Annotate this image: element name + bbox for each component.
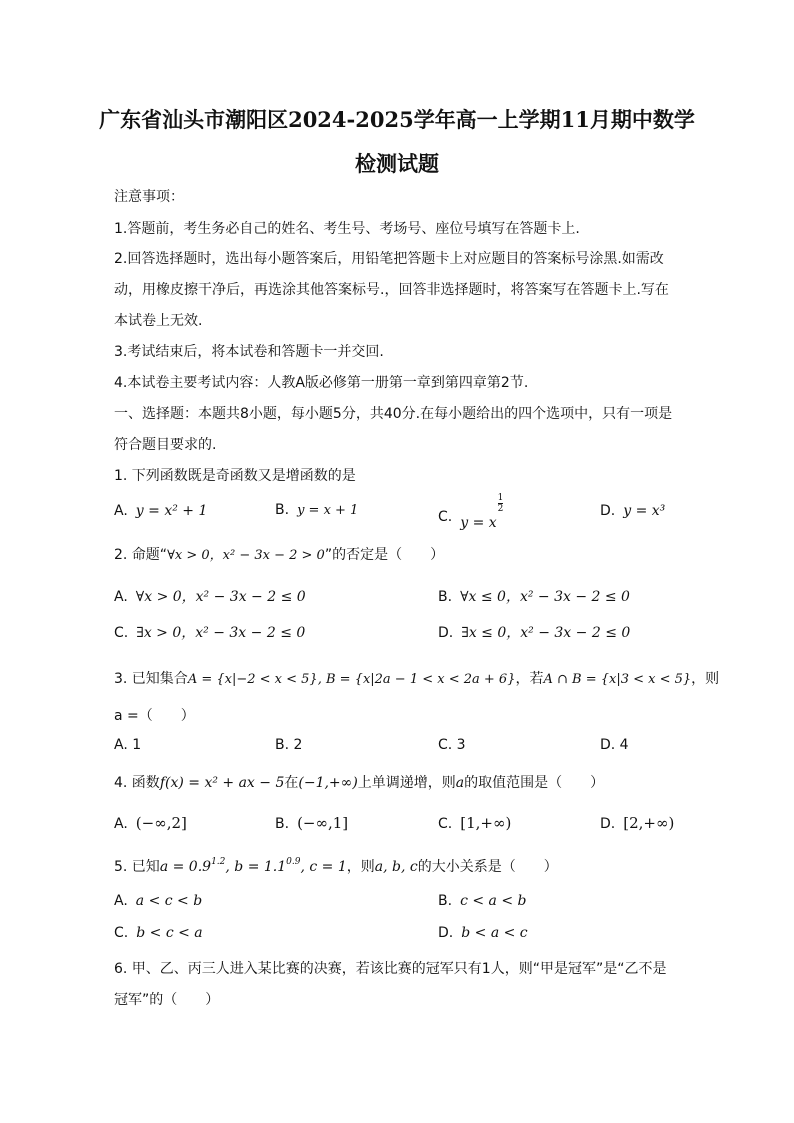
q3-option-d[interactable]: D. 4 [600,737,629,753]
q4-stem-c: 上单调递增，则 [357,775,456,791]
q5-stem-math4: a, b, c [374,859,418,875]
q3-option-c[interactable]: C. 3 [438,737,466,753]
q4-option-b[interactable] [275,814,348,832]
q5-d-label: D. [438,925,454,941]
doc-title-line2: 检测试题 [355,151,439,176]
q5-b-math: c < a < b [460,893,527,909]
q1-b-math: y = x + 1 [297,503,359,518]
q1-stem: 1. 下列函数既是奇函数又是增函数的是 [114,468,356,484]
note-2a: 2.回答选择题时，选出每小题答案后，用铅笔把答题卡上对应题目的答案标号涂黑.如需改 [114,251,664,267]
q1-d-label: D. [600,503,616,519]
q2-b-math: ∀x ≤ 0，x² − 3x − 2 ≤ 0 [460,589,630,605]
note-1: 1.答题前，考生务必自己的姓名、考生号、考场号、座位号填写在答题卡上. [114,221,580,237]
q1-b-label: B. [275,502,290,518]
q2-option-b[interactable] [438,586,630,606]
q3-stem-math2: A ∩ B = {x|3 < x < 5} [543,672,692,687]
q3-stem-b: ，若 [515,671,544,687]
q6-stem-a: 6. 甲、乙、丙三人进入某比赛的决赛，若该比赛的冠军只有1人，则“甲是冠军”是“乙不是 [114,961,667,977]
q1-d-math: y = x³ [623,503,666,519]
q5-exp1: 1.2 [211,857,226,867]
q2-option-a[interactable] [114,586,306,606]
q5-option-d[interactable] [438,925,528,941]
q5-option-a[interactable] [114,893,202,909]
q1-c-exp-num: 1 [497,493,504,503]
q5-d-math: b < a < c [461,925,528,941]
q1-option-b[interactable] [275,502,358,518]
q2-stem-a: 2. 命题“ [114,547,168,563]
q2-c-math: ∃x > 0，x² − 3x − 2 ≤ 0 [136,625,306,641]
q3-option-a[interactable]: A. 1 [114,737,142,753]
q4-b-label: B. [275,816,290,832]
q4-d-math: [2,+∞) [623,814,675,832]
q5-stem-math3: , c = 1 [300,859,347,875]
q5-option-b[interactable] [438,893,526,909]
q5-stem-b: ，则 [346,859,375,875]
q1-c-exponent [498,493,504,514]
q4-option-a[interactable] [114,814,187,832]
q4-stem-math2: (−1,+∞) [298,775,358,791]
q2-stem-math: ∀x > 0，x² − 3x − 2 > 0 [167,548,325,563]
q4-c-math: [1,+∞) [460,814,512,832]
q1-a-label: A. [114,503,128,519]
q5-a-math: a < c < b [135,893,203,909]
doc-title-line1: 广东省汕头市潮阳区2024-2025学年高一上学期11月期中数学 [99,107,695,132]
note-4: 4.本试卷主要考试内容：人教A版必修第一册第一章到第四章第2节. [114,375,529,391]
q5-a-label: A. [114,893,128,909]
note-2b: 动，用橡皮擦干净后，再选涂其他答案标号.，回答非选择题时，将答案写在答题卡上.写在 [114,282,669,298]
q4-b-math: (−∞,1] [297,814,349,832]
q2-option-c[interactable] [114,622,305,642]
q1-option-c[interactable] [438,493,504,531]
notes-header: 注意事项： [114,189,184,205]
q4-c-label: C. [438,816,453,832]
q5-b-label: B. [438,893,453,909]
q5-exp2: 0.9 [286,857,301,867]
q5-c-label: C. [114,925,129,941]
q1-c-exp-den: 2 [497,504,504,514]
q5-stem-c: 的大小关系是（ ） [417,859,558,875]
q2-d-math: ∃x ≤ 0，x² − 3x − 2 ≤ 0 [461,625,631,641]
q2-c-label: C. [114,625,129,641]
q5-stem [114,856,558,876]
q1-option-d[interactable] [600,503,665,519]
q2-option-d[interactable] [438,622,630,642]
q3-stem-c: ，则 [691,671,720,687]
q4-a-label: A. [114,816,128,832]
q3-option-b[interactable]: B. 2 [275,737,303,753]
q5-stem-math: a = 0.9 [159,859,212,875]
q4-d-label: D. [600,816,616,832]
q2-a-math: ∀x > 0，x² − 3x − 2 ≤ 0 [135,589,306,605]
section1-intro-b: 符合题目要求的. [114,437,217,453]
q2-a-label: A. [114,589,128,605]
q4-stem [114,772,604,792]
q6-stem-b: 冠军”的（ ） [114,992,220,1008]
note-2c: 本试卷上无效. [114,313,203,329]
q5-c-math: b < c < a [136,925,203,941]
q1-a-math: y = x² + 1 [135,503,208,519]
note-3: 3.考试结束后，将本试卷和答题卡一并交回. [114,344,384,360]
q4-option-c[interactable] [438,814,511,832]
q4-a-math: (−∞,2] [135,814,187,832]
q4-stem-math: f(x) = x² + ax − 5 [159,775,285,791]
q4-option-d[interactable] [600,814,674,832]
q5-stem-a: 5. 已知 [114,859,160,875]
q4-stem-b: 在 [284,775,299,791]
q2-d-label: D. [438,625,454,641]
q5-option-c[interactable] [114,925,203,941]
section1-intro-a: 一、选择题：本题共8小题，每小题5分，共40分.在每小题给出的四个选项中，只有一项是 [114,406,673,422]
q1-option-a[interactable] [114,503,207,519]
q4-stem-d: 的取值范围是（ ） [464,775,605,791]
q2-b-label: B. [438,589,453,605]
q4-stem-a: 4. 函数 [114,775,160,791]
q3-stem-a: 3. 已知集合 [114,671,188,687]
q1-c-label: C. [438,509,453,525]
q4-stem-math3: a [455,775,465,791]
q2-stem-b: ”的否定是（ ） [324,547,445,563]
q3-stem [114,668,719,688]
q2-stem [114,544,444,564]
q5-stem-math2: , b = 1.1 [225,859,287,875]
q3-stem-math: A = {x|−2 < x < 5}, B = {x|2a − 1 < x < 2a + 6} [187,672,516,687]
q3-stem-d: a =（ ） [114,708,195,724]
q1-c-math: y = x [460,515,497,531]
